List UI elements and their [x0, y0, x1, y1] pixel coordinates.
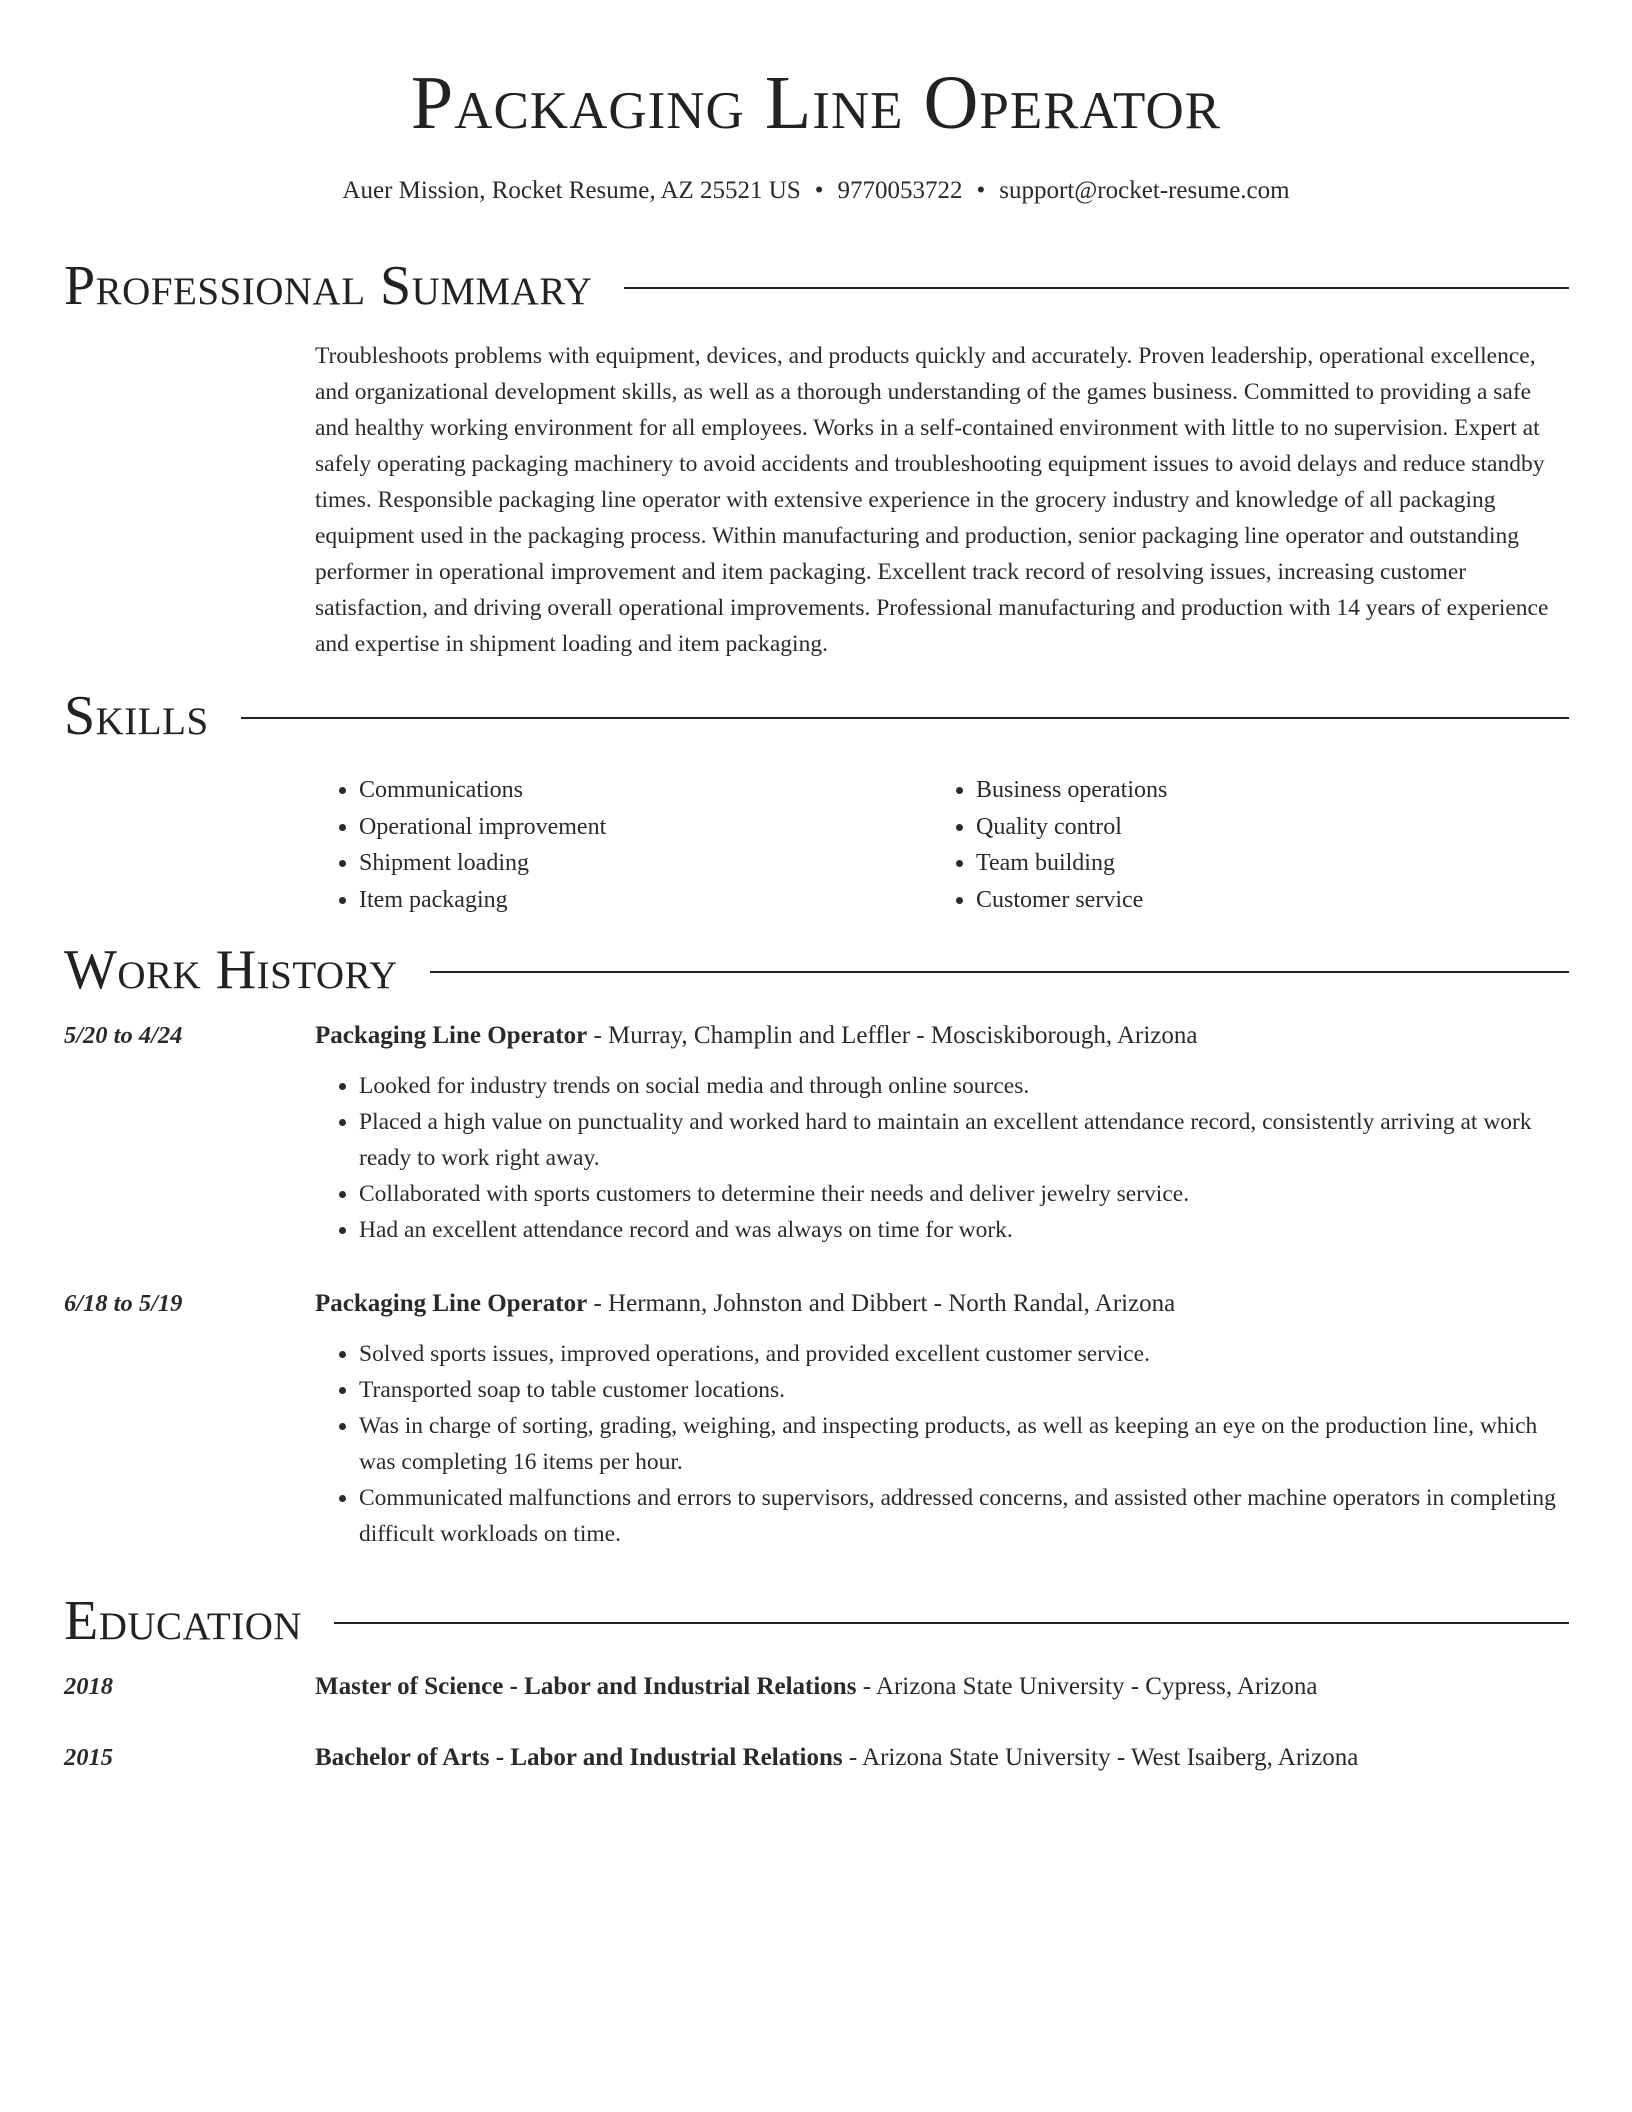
contact-phone: 9770053722: [837, 177, 963, 204]
education-year: 2015: [64, 1744, 113, 1771]
skills-column-right: [932, 772, 1549, 918]
work-title-line: [315, 1286, 1569, 1322]
contact-email: support@rocket-resume.com: [999, 177, 1290, 204]
work-title: Packaging Line Operator: [315, 1290, 588, 1317]
resume-name: Packaging Line Operator: [410, 61, 1222, 145]
work-details: - Hermann, Johnston and Dibbert - North Randal, Arizona: [587, 1290, 1176, 1317]
skills-section-header: [64, 684, 1569, 748]
work-section-header: [64, 938, 1569, 1002]
summary-heading: Professional Summary: [64, 255, 593, 317]
work-bullet: • Was in charge of sorting, grading, weighing, and inspecting products, as well as keeping an eye on the production line, which was completing 16 items per hour.: [359, 1408, 1569, 1480]
contact-separator: •: [814, 177, 824, 204]
education-degree: Master of Science - Labor and Industrial Relations: [315, 1673, 857, 1700]
summary-section-header: [64, 254, 1569, 318]
skill-item: • Operational improvement: [359, 809, 932, 846]
work-bullet: • Communicated malfunctions and errors to supervisors, addressed concerns, and assisted other machine operators in completing difficult workloads on time.: [359, 1480, 1569, 1552]
work-bullet: • Placed a high value on punctuality and worked hard to maintain an excellent attendance record, consistently arriving at work ready to work right away.: [359, 1104, 1569, 1176]
work-bullet: • Looked for industry trends on social media and through online sources.: [359, 1068, 1569, 1104]
section-divider: [241, 717, 1569, 719]
work-bullets: [315, 1068, 1569, 1248]
education-line: [315, 1669, 1569, 1705]
work-title-line: [315, 1018, 1569, 1054]
work-heading: Work History: [64, 939, 398, 1001]
work-bullet: • Transported soap to table customer locations.: [359, 1372, 1569, 1408]
education-year: 2018: [64, 1673, 113, 1700]
skill-item: • Business operations: [976, 772, 1549, 809]
skills-column-left: [315, 772, 932, 918]
work-bullet: • Solved sports issues, improved operations, and provided excellent customer service.: [359, 1336, 1569, 1372]
work-bullets: [315, 1336, 1569, 1552]
work-bullet: • Collaborated with sports customers to determine their needs and deliver jewelry service.: [359, 1176, 1569, 1212]
section-divider: [624, 287, 1569, 289]
work-bullet: • Had an excellent attendance record and was always on time for work.: [359, 1212, 1569, 1248]
skills-heading: Skills: [64, 685, 209, 747]
skill-item: • Communications: [359, 772, 932, 809]
education-details: - Arizona State University - West Isaiberg, Arizona: [842, 1744, 1359, 1771]
skill-item: • Item packaging: [359, 882, 932, 919]
contact-separator: •: [976, 177, 986, 204]
work-dates: 5/20 to 4/24: [64, 1022, 183, 1049]
work-title: Packaging Line Operator: [315, 1022, 588, 1049]
education-details: - Arizona State University - Cypress, Arizona: [856, 1673, 1318, 1700]
education-degree: Bachelor of Arts - Labor and Industrial Relations: [315, 1744, 843, 1771]
skill-item: • Quality control: [976, 809, 1549, 846]
skill-item: • Team building: [976, 845, 1549, 882]
contact-line: [0, 174, 1632, 208]
skills-list: [315, 772, 1567, 918]
summary-text: Troubleshoots problems with equipment, devices, and products quickly and accurately. Proven leadership, operational excellence, and organizational development skills, as well as a thorough understanding of the games business. Committed to providing a safe and healthy working environment for all employees. Works in a self-contained environment with little to no supervision. Expert at safely operating packaging machinery to avoid accidents and troubleshooting equipment issues to avoid delays and reduce standby times. Responsible packaging line operator with extensive experience in the grocery industry and knowledge of all packaging equipment used in the packaging process. Within manufacturing and production, senior packaging line operator and outstanding performer in operational improvement and item packaging. Excellent track record of resolving issues, increasing customer satisfaction, and driving overall operational improvements. Professional manufacturing and production with 14 years of experience and expertise in shipment loading and item packaging.: [315, 343, 1549, 657]
contact-address: Auer Mission, Rocket Resume, AZ 25521 US: [342, 177, 801, 204]
section-divider: [430, 971, 1569, 973]
education-line: [315, 1740, 1569, 1776]
work-dates: 6/18 to 5/19: [64, 1290, 183, 1317]
section-divider: [334, 1622, 1569, 1624]
education-heading: Education: [64, 1590, 303, 1652]
skill-item: • Customer service: [976, 882, 1549, 919]
education-section-header: [64, 1589, 1569, 1653]
work-details: - Murray, Champlin and Leffler - Mosciskiborough, Arizona: [587, 1022, 1198, 1049]
skill-item: • Shipment loading: [359, 845, 932, 882]
